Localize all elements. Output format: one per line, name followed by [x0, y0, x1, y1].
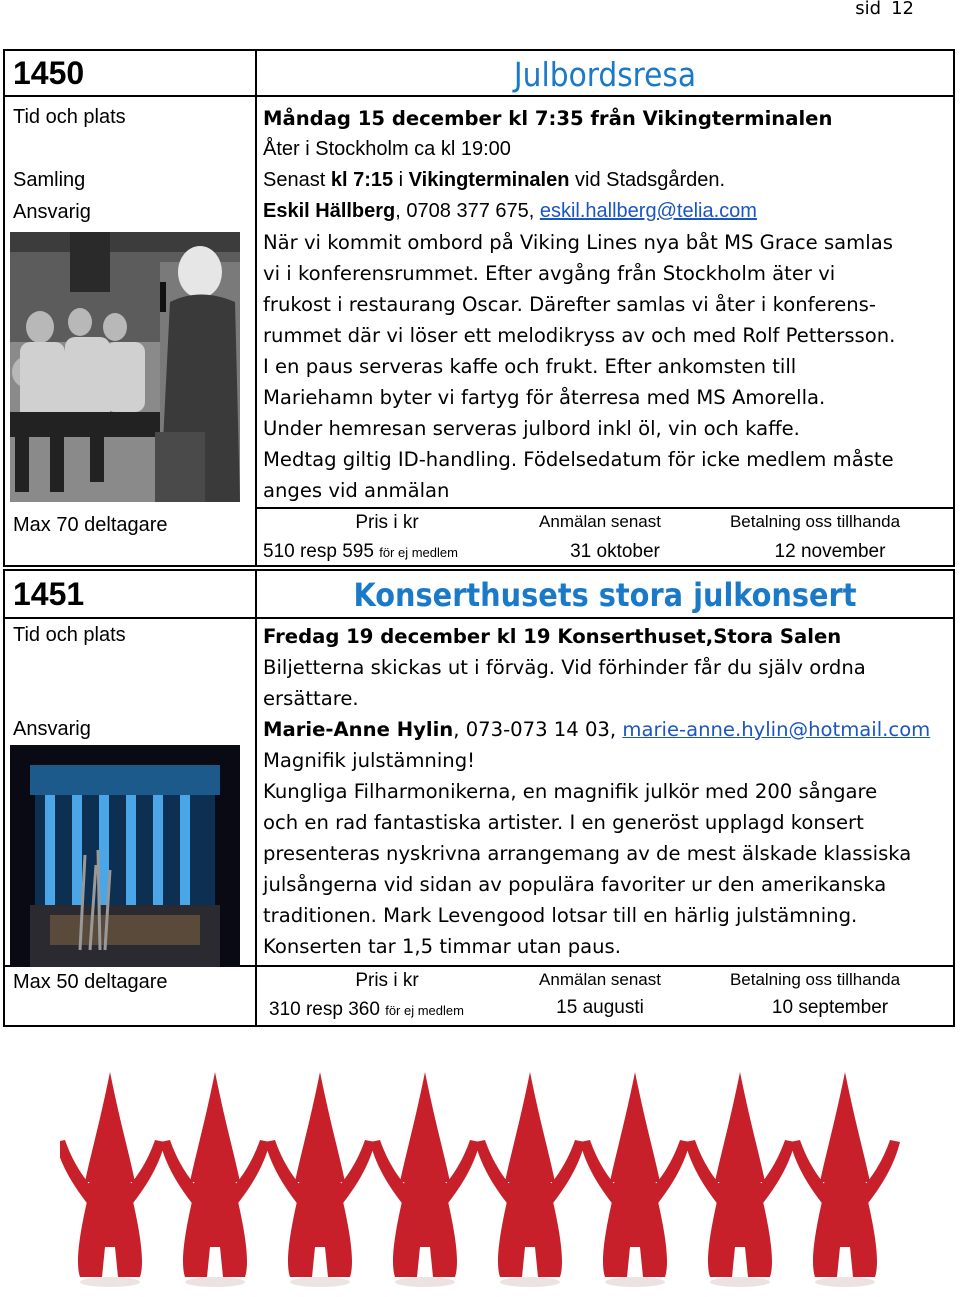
price-value: 310 resp 360 för ej medlem — [269, 999, 464, 1020]
paragraph-line: Medtag giltig ID-handling. Födelsedatum för icke medlem måste — [263, 448, 894, 471]
photo-speaker-audience — [10, 232, 240, 502]
event-description — [263, 621, 953, 962]
paragraph-line: Kungliga Filharmonikerna, en magnifik julkör med 200 sångare — [263, 780, 878, 803]
paragraph-line: Under hemresan serveras julbord inkl öl, vin och kaffe. — [263, 417, 800, 440]
paragraph-line: traditionen. Mark Levengood lotsar till en härlig julstämning. — [263, 904, 858, 927]
max-participants: Max 70 deltagare — [13, 514, 168, 536]
payment-date: 10 september — [771, 997, 889, 1018]
paragraph-line: och en rad fantastiska artister. I en generöst upplagd konsert — [263, 811, 864, 834]
contact-line: Eskil Hällberg, 0708 377 675, eskil.hallberg@telia.com — [263, 200, 757, 222]
row-divider — [255, 507, 953, 509]
event-description — [263, 103, 953, 506]
event-title: Julbordsresa — [513, 55, 697, 94]
paragraph-line: ersättare. — [263, 687, 359, 710]
contact-line: Marie-Anne Hylin, 073-073 14 03, marie-anne.hylin@hotmail.com — [263, 718, 931, 741]
paragraph-line: Mariehamn byter vi fartyg för återresa med MS Amorella. — [263, 386, 826, 409]
date-time-line: Måndag 15 december kl 7:35 från Vikingterminalen — [263, 107, 833, 130]
paragraph-line: frukost i restaurang Oscar. Därefter samlas vi åter i konferens- — [263, 293, 876, 316]
return-line: Åter i Stockholm ca kl 19:00 — [263, 138, 511, 160]
payment-label: Betalning oss tillhanda — [729, 512, 901, 531]
paragraph-line: Magnifik julstämning! — [263, 749, 475, 772]
contact-name: Eskil Hällberg — [263, 200, 396, 222]
max-participants: Max 50 deltagare — [13, 971, 168, 993]
paragraph-line: anges vid anmälan — [263, 479, 450, 502]
signup-label: Anmälan senast — [539, 970, 661, 989]
row-divider — [5, 95, 953, 97]
column-divider — [255, 51, 257, 565]
paragraph-line: I en paus serveras kaffe och frukt. Efter ankomsten till — [263, 355, 797, 378]
paragraph-line: julsångerna vid sidan av populära favoriter ur den amerikanska — [263, 873, 887, 896]
contact-email-link[interactable]: marie-anne.hylin@hotmail.com — [622, 718, 931, 741]
label-tid-och-plats: Tid och plats — [13, 106, 126, 128]
event-number: 1450 — [13, 55, 85, 91]
payment-date: 12 november — [774, 541, 886, 562]
event-number: 1451 — [13, 576, 85, 612]
gnome-paper-chain-illustration — [60, 1032, 910, 1294]
label-samling: Samling — [13, 169, 86, 191]
price-label: Pris i kr — [355, 970, 419, 991]
contact-name: Marie-Anne Hylin — [263, 718, 454, 741]
paragraph-line: När vi kommit ombord på Viking Lines nya båt MS Grace samlas — [263, 231, 893, 254]
contact-email-link[interactable]: eskil.hallberg@telia.com — [539, 200, 757, 222]
paragraph-line: Biljetterna skickas ut i förväg. Vid förhinder får du själv ordna — [263, 656, 866, 679]
meeting-line: Senast kl 7:15 i Vikingterminalen vid Stadsgården. — [263, 169, 726, 191]
paragraph-line: presenteras nyskrivna arrangemang av de mest älskade klassiska — [263, 842, 912, 865]
column-divider — [255, 571, 257, 1025]
label-tid-och-plats: Tid och plats — [13, 624, 126, 646]
date-time-line: Fredag 19 december kl 19 Konserthuset,Stora Salen — [263, 625, 842, 648]
signup-label: Anmälan senast — [539, 512, 661, 531]
signup-date: 15 augusti — [556, 997, 644, 1018]
photo-concert-hall — [10, 745, 240, 967]
signup-date: 31 oktober — [570, 541, 660, 562]
payment-label: Betalning oss tillhanda — [729, 970, 901, 989]
paragraph-line: Konserten tar 1,5 timmar utan paus. — [263, 935, 621, 958]
price-label: Pris i kr — [355, 512, 419, 533]
price-value: 510 resp 595 för ej medlem — [263, 541, 458, 562]
label-ansvarig: Ansvarig — [13, 201, 91, 223]
page-number: sid 12 — [855, 0, 914, 19]
paragraph-line: vi i konferensrummet. Efter avgång från Stockholm äter vi — [263, 262, 836, 285]
label-ansvarig: Ansvarig — [13, 718, 91, 740]
row-divider — [5, 617, 953, 619]
event-title: Konserthusets stora julkonsert — [353, 576, 857, 614]
paragraph-line: rummet där vi löser ett melodikryss av och med Rolf Pettersson. — [263, 324, 896, 347]
